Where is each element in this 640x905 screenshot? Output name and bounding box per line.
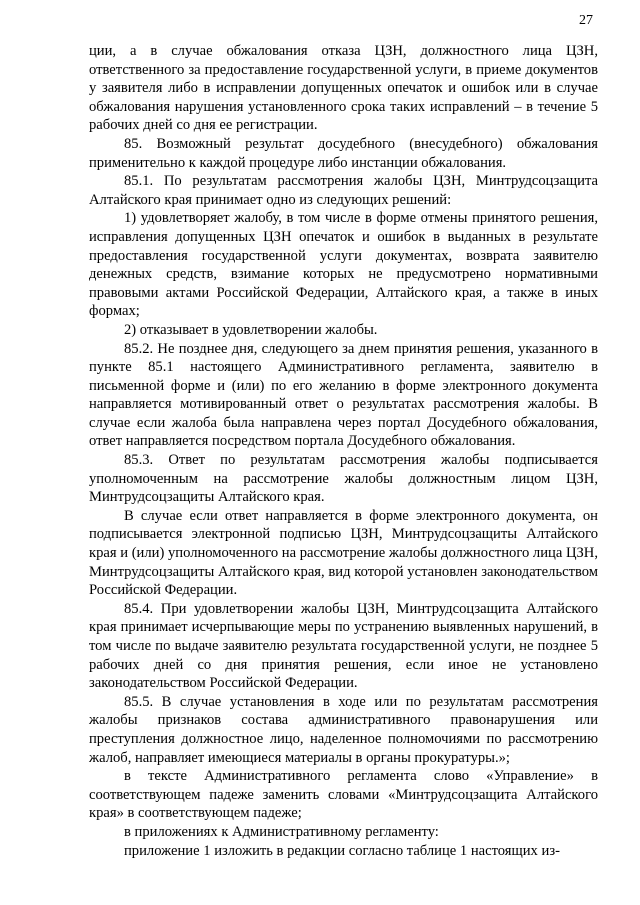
paragraph: В случае если ответ направляется в форме электронного документа, он подписывается электронной подписью ЦЗН, Минтрудсоцзащиты Алтайского края и (или) уполномоченного на рассмотрение жалобы должностного лица ЦЗН, Минтрудсоцзащиты Алтайского края, вид которой установлен законодательством Российской Федерации. [89,507,598,599]
paragraph: в тексте Административного регламента слово «Управление» в соответствующем падеже заменить словами «Минтрудсоцзащита Алтайского края» в соответствующем падеже; [89,768,598,822]
paragraph: 85.5. В случае установления в ходе или по результатам рассмотрения жалобы признаков состава административного правонарушения или преступления должностное лицо, наделенное полномочиями по рассмотрению жалоб, направляет имеющиеся материалы в органы прокуратуры.»; [89,693,598,766]
paragraph: 85.2. Не позднее дня, следующего за днем принятия решения, указанного в пункте 85.1 настоящего Административного регламента, заявителю в письменной форме и (или) по его желанию в форме электронного документа направляется мотивированный ответ о результатах рассмотрения жалобы. В случае если жалоба была направлена через портал Досудебного обжалования, ответ направляется посредством портала Досудебного обжалования. [89,340,598,450]
paragraph: 85. Возможный результат досудебного (внесудебного) обжалования применительно к каждой процедуре либо инстанции обжалования. [89,135,598,171]
paragraph: 1) удовлетворяет жалобу, в том числе в форме отмены принятого решения, исправления допущенных ЦЗН опечаток и ошибок в выданных в результате предоставления государственной услуги документах, возврата заявителю денежных средств, взимание которых не предусмотрено нормативными правовыми актами Российской Федерации, Алтайского края, а также в иных формах; [89,210,598,320]
paragraph: 85.1. По результатам рассмотрения жалобы ЦЗН, Минтрудсоцзащита Алтайского края принимает одно из следующих решений: [89,173,598,208]
paragraph: приложение 1 изложить в редакции согласно таблице 1 настоящих из- [124,842,560,859]
paragraph: 85.4. При удовлетворении жалобы ЦЗН, Минтрудсоцзащита Алтайского края принимает исчерпывающие меры по устранению выявленных нарушений, в том числе по выдаче заявителю результата государственной услуги, не позднее 5 рабочих дней со дня принятия решения, если иное не установлено законодательством Российской Федерации. [89,600,598,692]
paragraph: в приложениях к Административному регламенту: [124,823,439,840]
paragraph: 2) отказывает в удовлетворении жалобы. [124,321,378,338]
page-number: 27 [579,13,593,28]
paragraph: ции, а в случае обжалования отказа ЦЗН, должностного лица ЦЗН, ответственного за предоставление государственной услуги, в приеме документов у заявителя либо в исправлении допущенных опечаток и ошибок или в случае обжалования нарушения установленного срока таких исправлений – в течение 5 рабочих дней со дня ее регистрации. [89,43,598,134]
document-body [89,42,598,860]
paragraph: 85.3. Ответ по результатам рассмотрения жалобы подписывается уполномоченным на рассмотрение жалобы должностным лицом ЦЗН, Минтрудсоцзащиты Алтайского края. [89,452,598,506]
